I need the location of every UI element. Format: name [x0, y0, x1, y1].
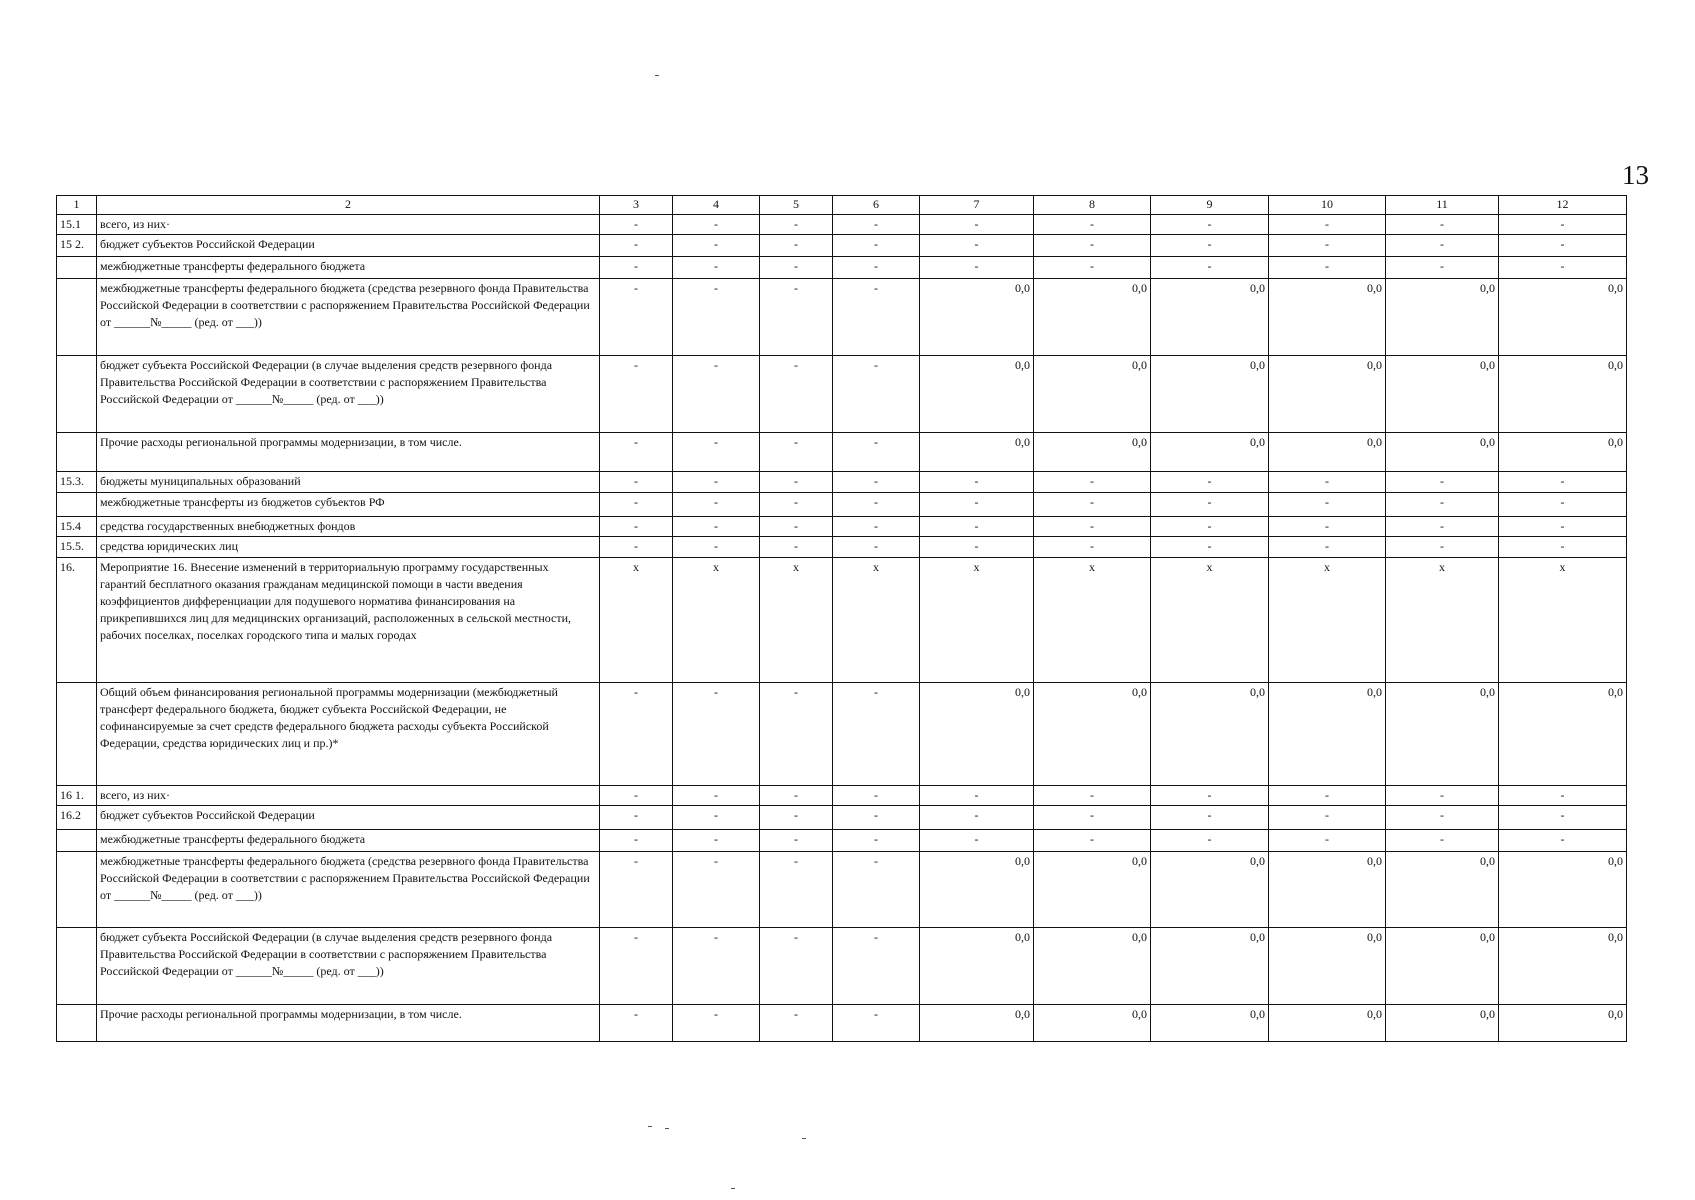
value-cell: - — [1034, 235, 1151, 257]
value-cell: - — [1386, 472, 1499, 493]
value-cell: x — [1151, 558, 1269, 683]
value-cell: - — [1386, 806, 1499, 830]
value-cell: - — [1151, 806, 1269, 830]
value-cell: - — [833, 1005, 920, 1042]
row-description: бюджет субъекта Российской Федерации (в случае выделения средств резервного фонда Правительства Российской Федерации в соответствии с распоряжением Правительства Российской Федерации от ______№_____ (ред. от ___)) — [97, 928, 600, 1005]
value-cell: 0,0 — [1269, 356, 1386, 433]
value-cell: 0,0 — [1034, 928, 1151, 1005]
value-cell: - — [673, 683, 760, 786]
table-row — [57, 558, 1627, 683]
column-header-5: 5 — [760, 196, 833, 215]
value-cell: x — [760, 558, 833, 683]
value-cell: - — [1499, 215, 1627, 235]
value-cell: - — [1269, 215, 1386, 235]
value-cell: - — [600, 472, 673, 493]
value-cell: - — [600, 928, 673, 1005]
row-number: 16 1. — [57, 786, 97, 806]
value-cell: - — [1386, 257, 1499, 279]
value-cell: 0,0 — [920, 356, 1034, 433]
value-cell: 0,0 — [1499, 1005, 1627, 1042]
value-cell: 0,0 — [1499, 433, 1627, 472]
value-cell: - — [833, 830, 920, 852]
row-description: межбюджетные трансферты из бюджетов субъектов РФ — [97, 493, 600, 517]
value-cell: - — [600, 215, 673, 235]
value-cell: - — [1269, 235, 1386, 257]
value-cell: - — [1386, 235, 1499, 257]
value-cell: 0,0 — [920, 683, 1034, 786]
value-cell: x — [1499, 558, 1627, 683]
value-cell: - — [760, 928, 833, 1005]
value-cell: 0,0 — [1269, 683, 1386, 786]
value-cell: - — [1034, 493, 1151, 517]
value-cell: - — [1386, 537, 1499, 558]
value-cell: - — [920, 786, 1034, 806]
value-cell: - — [673, 537, 760, 558]
value-cell: - — [1151, 786, 1269, 806]
table-row — [57, 215, 1627, 235]
row-number — [57, 852, 97, 928]
value-cell: - — [920, 235, 1034, 257]
value-cell: - — [600, 852, 673, 928]
value-cell: 0,0 — [1386, 356, 1499, 433]
value-cell: - — [833, 433, 920, 472]
table-row — [57, 1005, 1627, 1042]
column-header-10: 10 — [1269, 196, 1386, 215]
value-cell: - — [760, 683, 833, 786]
value-cell: - — [673, 472, 760, 493]
value-cell: - — [760, 257, 833, 279]
row-number: 15.1 — [57, 215, 97, 235]
value-cell: - — [1034, 257, 1151, 279]
table-row — [57, 235, 1627, 257]
value-cell: 0,0 — [1386, 683, 1499, 786]
row-number — [57, 1005, 97, 1042]
value-cell: 0,0 — [920, 928, 1034, 1005]
value-cell: - — [673, 928, 760, 1005]
value-cell: - — [673, 1005, 760, 1042]
value-cell: x — [600, 558, 673, 683]
value-cell: 0,0 — [1034, 683, 1151, 786]
value-cell: - — [833, 786, 920, 806]
value-cell: - — [833, 215, 920, 235]
value-cell: - — [1499, 830, 1627, 852]
table-row — [57, 537, 1627, 558]
value-cell: - — [1386, 786, 1499, 806]
value-cell: - — [1034, 806, 1151, 830]
column-header-4: 4 — [673, 196, 760, 215]
table-row — [57, 830, 1627, 852]
row-description: Общий объем финансирования региональной программы модернизации (межбюджетный трансферт федерального бюджета, бюджет субъекта Российской Федерации, не софинансируемые за счет средств федерального бюджета расходы субъекта Российской Федерации, средства юридических лиц и пр.)* — [97, 683, 600, 786]
value-cell: 0,0 — [920, 852, 1034, 928]
value-cell: - — [673, 433, 760, 472]
value-cell: - — [1499, 517, 1627, 537]
value-cell: - — [1151, 472, 1269, 493]
value-cell: x — [1269, 558, 1386, 683]
row-description: Мероприятие 16. Внесение изменений в территориальную программу государственных гарантий бесплатного оказания гражданам медицинской помощи в части введения коэффициентов дифференциации для подушевого норматива финансирования на прикрепившихся лиц для медицинских организаций, расположенных в сельской местности, рабочих поселках, поселках городского типа и малых городах — [97, 558, 600, 683]
value-cell: - — [920, 537, 1034, 558]
value-cell: - — [920, 215, 1034, 235]
value-cell: - — [760, 279, 833, 356]
row-description: межбюджетные трансферты федерального бюджета (средства резервного фонда Правительства Российской Федерации в соответствии с распоряжением Правительства Российской Федерации от ______№_____ (ред. от ___)) — [97, 852, 600, 928]
value-cell: - — [760, 806, 833, 830]
value-cell: - — [760, 852, 833, 928]
value-cell: - — [833, 257, 920, 279]
table-row — [57, 517, 1627, 537]
row-description: всего, из них· — [97, 215, 600, 235]
value-cell: 0,0 — [1499, 279, 1627, 356]
value-cell: - — [1151, 215, 1269, 235]
value-cell: - — [920, 493, 1034, 517]
value-cell: - — [1499, 537, 1627, 558]
value-cell: 0,0 — [1499, 683, 1627, 786]
value-cell: - — [760, 493, 833, 517]
value-cell: - — [673, 806, 760, 830]
value-cell: - — [760, 433, 833, 472]
value-cell: x — [833, 558, 920, 683]
value-cell: - — [1499, 806, 1627, 830]
value-cell: - — [1499, 257, 1627, 279]
value-cell: - — [833, 493, 920, 517]
value-cell: - — [1269, 257, 1386, 279]
row-number — [57, 928, 97, 1005]
value-cell: 0,0 — [1386, 928, 1499, 1005]
value-cell: - — [673, 852, 760, 928]
page-number: 13 — [1622, 160, 1649, 190]
value-cell: 0,0 — [1151, 1005, 1269, 1042]
column-header-9: 9 — [1151, 196, 1269, 215]
value-cell: x — [1034, 558, 1151, 683]
table-row — [57, 806, 1627, 830]
table-header — [57, 196, 1627, 215]
value-cell: - — [1151, 830, 1269, 852]
column-header-6: 6 — [833, 196, 920, 215]
value-cell: - — [1269, 517, 1386, 537]
value-cell: 0,0 — [1034, 852, 1151, 928]
value-cell: - — [1034, 215, 1151, 235]
column-header-2: 2 — [97, 196, 600, 215]
row-number: 16. — [57, 558, 97, 683]
value-cell: - — [833, 356, 920, 433]
value-cell: - — [1499, 786, 1627, 806]
value-cell: - — [1151, 537, 1269, 558]
table-row — [57, 257, 1627, 279]
value-cell: - — [1386, 517, 1499, 537]
value-cell: - — [760, 235, 833, 257]
value-cell: - — [1269, 493, 1386, 517]
value-cell: 0,0 — [920, 279, 1034, 356]
value-cell: - — [600, 830, 673, 852]
value-cell: - — [673, 830, 760, 852]
row-description: бюджет субъекта Российской Федерации (в случае выделения средств резервного фонда Правительства Российской Федерации в соответствии с распоряжением Правительства Российской Федерации от ______№_____ (ред. от ___)) — [97, 356, 600, 433]
row-description: средства юридических лиц — [97, 537, 600, 558]
value-cell: - — [920, 257, 1034, 279]
value-cell: - — [673, 235, 760, 257]
table-row — [57, 472, 1627, 493]
value-cell: - — [1151, 493, 1269, 517]
value-cell: - — [760, 517, 833, 537]
value-cell: - — [760, 1005, 833, 1042]
value-cell: - — [600, 537, 673, 558]
value-cell: 0,0 — [1151, 279, 1269, 356]
value-cell: - — [600, 786, 673, 806]
value-cell: - — [673, 786, 760, 806]
value-cell: - — [920, 517, 1034, 537]
value-cell: 0,0 — [1034, 433, 1151, 472]
row-description: бюджеты муниципальных образований — [97, 472, 600, 493]
table-row — [57, 279, 1627, 356]
value-cell: - — [673, 493, 760, 517]
value-cell: 0,0 — [1151, 433, 1269, 472]
value-cell: - — [833, 852, 920, 928]
column-header-7: 7 — [920, 196, 1034, 215]
value-cell: - — [600, 683, 673, 786]
value-cell: - — [673, 215, 760, 235]
value-cell: 0,0 — [1269, 852, 1386, 928]
row-number: 15.5. — [57, 537, 97, 558]
table-row — [57, 493, 1627, 517]
row-number — [57, 433, 97, 472]
value-cell: - — [1269, 786, 1386, 806]
row-number: 15.3. — [57, 472, 97, 493]
value-cell: - — [1499, 493, 1627, 517]
value-cell: - — [833, 472, 920, 493]
row-description: межбюджетные трансферты федерального бюджета — [97, 257, 600, 279]
value-cell: 0,0 — [1386, 279, 1499, 356]
value-cell: - — [600, 279, 673, 356]
value-cell: 0,0 — [1151, 356, 1269, 433]
value-cell: - — [600, 235, 673, 257]
value-cell: 0,0 — [1499, 852, 1627, 928]
value-cell: - — [673, 279, 760, 356]
row-description: всего, из них· — [97, 786, 600, 806]
value-cell: - — [600, 1005, 673, 1042]
value-cell: 0,0 — [920, 433, 1034, 472]
table-row — [57, 852, 1627, 928]
value-cell: - — [1386, 493, 1499, 517]
table-row — [57, 433, 1627, 472]
value-cell: - — [833, 537, 920, 558]
value-cell: - — [600, 517, 673, 537]
value-cell: 0,0 — [1386, 433, 1499, 472]
value-cell: - — [760, 537, 833, 558]
value-cell: - — [600, 356, 673, 433]
value-cell: 0,0 — [1499, 928, 1627, 1005]
value-cell: 0,0 — [1386, 852, 1499, 928]
row-description: бюджет субъектов Российской Федерации — [97, 806, 600, 830]
value-cell: x — [1386, 558, 1499, 683]
value-cell: 0,0 — [1499, 356, 1627, 433]
value-cell: 0,0 — [1269, 928, 1386, 1005]
value-cell: - — [600, 806, 673, 830]
column-header-8: 8 — [1034, 196, 1151, 215]
value-cell: 0,0 — [1151, 683, 1269, 786]
value-cell: 0,0 — [1269, 1005, 1386, 1042]
table-row — [57, 683, 1627, 786]
value-cell: - — [760, 830, 833, 852]
value-cell: - — [1151, 235, 1269, 257]
row-number — [57, 257, 97, 279]
row-number — [57, 830, 97, 852]
value-cell: - — [1499, 472, 1627, 493]
value-cell: 0,0 — [1034, 279, 1151, 356]
row-number — [57, 683, 97, 786]
value-cell: x — [920, 558, 1034, 683]
value-cell: - — [833, 683, 920, 786]
value-cell: - — [833, 928, 920, 1005]
value-cell: - — [760, 472, 833, 493]
financing-table — [56, 195, 1627, 1042]
value-cell: - — [1269, 472, 1386, 493]
value-cell: x — [673, 558, 760, 683]
value-cell: - — [600, 433, 673, 472]
column-header-1: 1 — [57, 196, 97, 215]
value-cell: 0,0 — [1034, 1005, 1151, 1042]
value-cell: - — [673, 257, 760, 279]
value-cell: 0,0 — [1386, 1005, 1499, 1042]
row-number — [57, 493, 97, 517]
row-description: бюджет субъектов Российской Федерации — [97, 235, 600, 257]
value-cell: - — [833, 235, 920, 257]
value-cell: - — [600, 493, 673, 517]
value-cell: - — [1269, 830, 1386, 852]
value-cell: - — [1034, 537, 1151, 558]
value-cell: - — [760, 356, 833, 433]
value-cell: 0,0 — [1269, 279, 1386, 356]
row-number — [57, 356, 97, 433]
value-cell: - — [1034, 517, 1151, 537]
value-cell: - — [760, 215, 833, 235]
value-cell: - — [920, 806, 1034, 830]
row-number: 15.4 — [57, 517, 97, 537]
value-cell: - — [673, 517, 760, 537]
value-cell: - — [760, 786, 833, 806]
value-cell: 0,0 — [1269, 433, 1386, 472]
table-body — [57, 215, 1627, 1042]
value-cell: - — [1034, 830, 1151, 852]
column-header-3: 3 — [600, 196, 673, 215]
row-description: межбюджетные трансферты федерального бюджета — [97, 830, 600, 852]
row-description: межбюджетные трансферты федерального бюджета (средства резервного фонда Правительства Российской Федерации в соответствии с распоряжением Правительства Российской Федерации от ______№_____ (ред. от ___)) — [97, 279, 600, 356]
value-cell: 0,0 — [1151, 928, 1269, 1005]
row-description: Прочие расходы региональной программы модернизации, в том числе. — [97, 1005, 600, 1042]
table-row — [57, 356, 1627, 433]
value-cell: - — [600, 257, 673, 279]
value-cell: - — [1386, 830, 1499, 852]
column-header-12: 12 — [1499, 196, 1627, 215]
column-header-11: 11 — [1386, 196, 1499, 215]
value-cell: - — [1386, 215, 1499, 235]
value-cell: - — [1151, 517, 1269, 537]
row-number: 16.2 — [57, 806, 97, 830]
value-cell: - — [1269, 806, 1386, 830]
row-description: Прочие расходы региональной программы модернизации, в том числе. — [97, 433, 600, 472]
value-cell: - — [920, 830, 1034, 852]
value-cell: - — [1034, 786, 1151, 806]
table-row — [57, 786, 1627, 806]
value-cell: - — [1034, 472, 1151, 493]
value-cell: 0,0 — [920, 1005, 1034, 1042]
value-cell: - — [833, 517, 920, 537]
value-cell: - — [1499, 235, 1627, 257]
value-cell: - — [833, 279, 920, 356]
row-number: 15 2. — [57, 235, 97, 257]
table-row — [57, 928, 1627, 1005]
value-cell: - — [1269, 537, 1386, 558]
value-cell: 0,0 — [1034, 356, 1151, 433]
header-row — [57, 196, 1627, 215]
value-cell: - — [920, 472, 1034, 493]
value-cell: - — [833, 806, 920, 830]
row-description: средства государственных внебюджетных фондов — [97, 517, 600, 537]
value-cell: 0,0 — [1151, 852, 1269, 928]
value-cell: - — [1151, 257, 1269, 279]
value-cell: - — [673, 356, 760, 433]
row-number — [57, 279, 97, 356]
